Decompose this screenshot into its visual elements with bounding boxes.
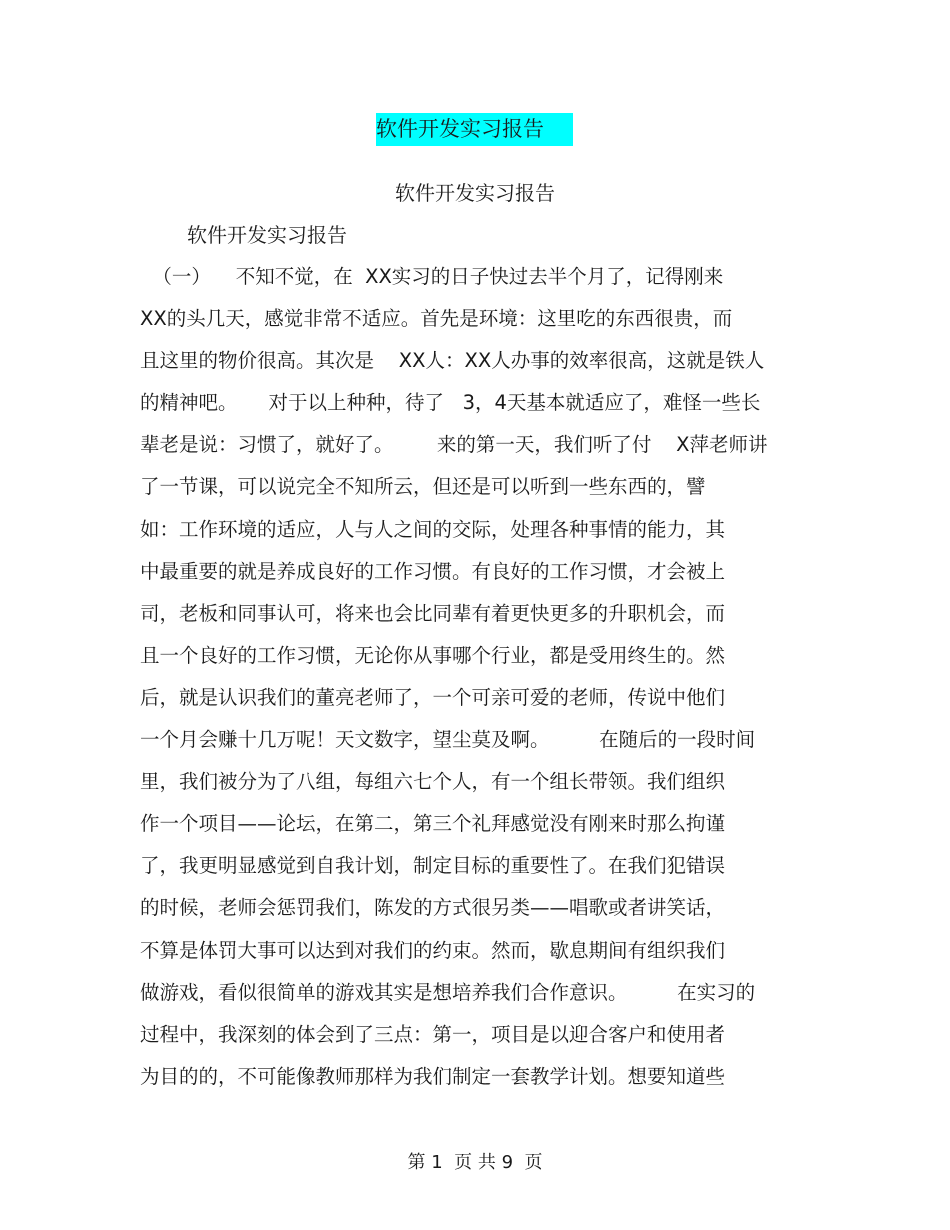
body-line: 后，就是认识我们的董亮老师了，一个可亲可爱的老师，传说中他们 bbox=[140, 685, 726, 709]
body-text bbox=[140, 262, 800, 1104]
body-line: 且一个良好的工作习惯，无论你从事哪个行业，都是受用终生的。然 bbox=[140, 643, 726, 667]
section-heading: 软件开发实习报告 bbox=[187, 223, 347, 247]
document-title: 软件开发实习报告 bbox=[376, 113, 573, 146]
body-line: 作一个项目——论坛，在第二，第三个礼拜感觉没有刚来时那么拘谨 bbox=[140, 812, 726, 836]
body-line: 过程中，我深刻的体会到了三点：第一，项目是以迎合客户和使用者 bbox=[140, 1022, 726, 1046]
body-line: 做游戏，看似很简单的游戏其实是想培养我们合作意识。 在实习的 bbox=[140, 980, 756, 1004]
body-line: 不算是体罚大事可以达到对我们的约束。然而，歇息期间有组织我们 bbox=[140, 938, 726, 962]
body-line: 里，我们被分为了八组，每组六七个人，有一个组长带领。我们组织 bbox=[140, 770, 726, 794]
body-line: 了一节课，可以说完全不知所云，但还是可以听到一些东西的，譬 bbox=[140, 475, 706, 499]
page-footer: 第 1 页 共 9 页 bbox=[407, 1152, 543, 1173]
body-line: 司，老板和同事认可，将来也会比同辈有着更快更多的升职机会，而 bbox=[140, 601, 726, 625]
body-line: 的精神吧。 对于以上种种，待了 3，4天基本就适应了，难怪一些长 bbox=[140, 391, 761, 415]
body-line: XX的头几天，感觉非常不适应。首先是环境：这里吃的东西很贵，而 bbox=[140, 307, 733, 331]
body-line: （一） 不知不觉，在 XX实习的日子快过去半个月了，记得刚来 bbox=[140, 265, 724, 288]
body-line: 且这里的物价很高。其次是 XX人：XX人办事的效率很高，这就是铁人 bbox=[140, 349, 765, 373]
body-line: 一个月会赚十几万呢！天文数字，望尘莫及啊。 在随后的一段时间 bbox=[140, 728, 756, 752]
body-line: 了，我更明显感觉到自我计划，制定目标的重要性了。在我们犯错误 bbox=[140, 854, 726, 878]
body-line: 的时候，老师会惩罚我们，陈发的方式很另类——唱歌或者讲笑话， bbox=[140, 896, 726, 920]
body-line: 中最重要的就是养成良好的工作习惯。有良好的工作习惯，才会被上 bbox=[140, 559, 726, 583]
body-line: 如：工作环境的适应，人与人之间的交际，处理各种事情的能力，其 bbox=[140, 517, 726, 541]
body-line: 辈老是说：习惯了，就好了。 来的第一天，我们听了付 X萍老师讲 bbox=[140, 433, 768, 457]
document-subtitle: 软件开发实习报告 bbox=[395, 181, 555, 205]
body-line: 为目的的，不可能像教师那样为我们制定一套教学计划。想要知道些 bbox=[140, 1064, 726, 1088]
